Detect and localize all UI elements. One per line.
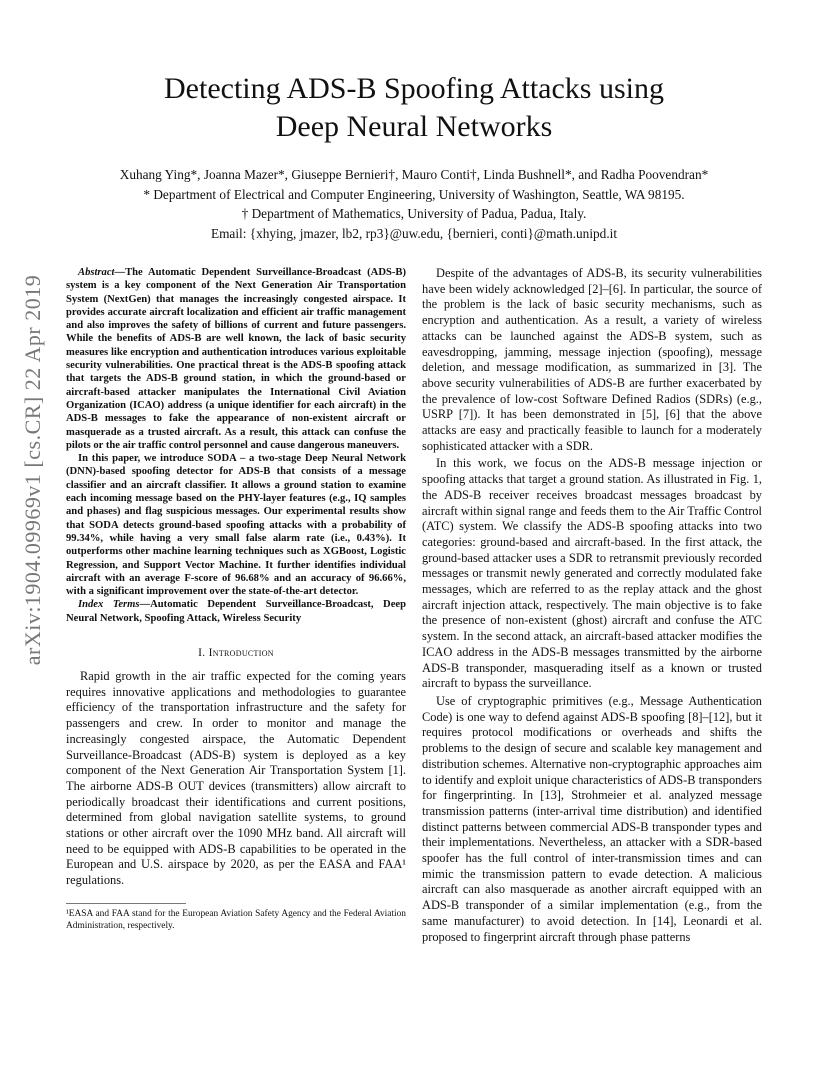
section-number: I. (198, 647, 209, 660)
affiliation-uw: * Department of Electrical and Computer Engineering, University of Washington, Seattle, WA 98195. (143, 186, 685, 202)
intro-paragraph-1: Rapid growth in the air traffic expected for the coming years requires innovative applications and methodologies to guarantee efficiency of the transportation infrastructure and the safety for passengers and crew. In order to monitor and manage the increasingly congested airspace, the Automatic Dependent Surveillance-Broadcast (ADS-B) system is deployed as a key component of the Next Generation Air Transportation System [1]. The airborne ADS-B OUT devices (transmitters) allow aircraft to periodically broadcast their identifications and current positions, determined from global navigation satellite systems, to ground stations or other aircraft over the 1090 MHz band. All aircraft will need to be equipped with ADS-B capabilities to be operated in the European and U.S. airspace by 2020, as per the EASA and FAA¹ regulations. (66, 669, 406, 888)
title-line-2: Deep Neural Networks (275, 110, 553, 143)
section-title: Introduction (208, 647, 274, 660)
index-terms: —Automatic Dependent Surveillance-Broadcast, Deep Neural Network, Spoofing Attack, Wireless Security (66, 599, 406, 624)
footnote-divider (66, 903, 186, 904)
right-column (422, 266, 762, 947)
author-list: Xuhang Ying*, Joanna Mazer*, Giuseppe Bernieri†, Mauro Conti†, Linda Bushnell*, and Radha Poovendran* (119, 167, 709, 182)
title-line-1: Detecting ADS-B Spoofing Attacks using (164, 72, 664, 105)
paper-title (0, 70, 828, 146)
abstract-paragraph-1: —The Automatic Dependent Surveillance-Broadcast (ADS-B) system is a key component of the Next Generation Air Transportation System (NextGen) that manages the increasingly congested airspace. It provides accurate aircraft localization and efficient air traffic management and also improves the safety of billions of current and future passengers. While the benefits of ADS-B are well known, the lack of basic security measures like encryption and authentication introduces various exploitable security vulnerabilities. One practical threat is the ADS-B spoofing attack that targets the ADS-B ground station, in which the ground-based or aircraft-based attacker manipulates the International Civil Aviation Organization (ICAO) address (a unique identifier for each aircraft) in the ADS-B messages to fake the appearance of non-existent aircraft or masquerade as a trusted aircraft. As a result, this attack can confuse the pilots or the air traffic control personnel and cause dangerous maneuvers. (66, 267, 406, 451)
paragraph-this-work: In this work, we focus on the ADS-B message injection or spoofing attacks that target a ground station. As illustrated in Fig. 1, the ADS-B receiver receives broadcast messages broadcast by aircraft within signal range and feeds them to the Air Traffic Control (ATC) system. We classify the ADS-B spoofing attacks into two categories: ground-based and aircraft-based. In the first attack, the ground-based attacker uses a SDR to retransmit previously recorded messages or transmit newly generated and correctly modulated fake messages, which are referred to as the replay attack and the ghost aircraft injection attack, respectively. The main objective is to fake the presence of non-existent (ghost) aircraft and confuse the ATC system. In the second attack, an aircraft-based attacker modifies the ICAO address in the ADS-B messages transmitted by the airborne ADS-B transponder, masquerading itself as a known or trusted aircraft to bypass the surveillance. (422, 456, 762, 691)
author-emails: Email: {xhying, jmazer, lb2, rp3}@uw.edu, {bernieri, conti}@math.unipd.it (210, 225, 618, 241)
arxiv-identifier: arXiv:1904.09969v1 [cs.CR] 22 Apr 2019 (20, 274, 45, 666)
right-column-body (422, 266, 762, 945)
footnote-1: ¹EASA and FAA stand for the European Aviation Safety Agency and the Federal Aviation Administration, respectively. (66, 908, 406, 931)
affiliation-padua: † Department of Mathematics, University of Padua, Padua, Italy. (241, 206, 587, 222)
paragraph-cryptographic-primitives: Use of cryptographic primitives (e.g., Message Authentication Code) is one way to defend against ADS-B spoofing [8]–[12], but it requires protocol modifications or overheads and shifts the problems to the design of secure and scalable key management and distribution schemes. Alternative non-cryptographic approaches aim to identify and exploit unique characteristics of ADS-B transponders for fingerprinting. In [13], Strohmeier et al. analyzed message transmission patterns (inter-arrival time distribution) and identified distinct patterns between commercial ADS-B transponder types and their implementations. Nevertheless, an attacker with a SDR-based spoofer has the full control of inter-transmission times and can mimic the transmission pattern to evade detection. A malicious aircraft can also masquerade as another aircraft equipped with an ADS-B transponder of a similar implementation (e.g., from the same manufacturer) to avoid detection. In [14], Leonardi et al. proposed to fingerprint aircraft through phase patterns (422, 693, 762, 944)
left-column (66, 266, 406, 932)
section-heading-introduction (66, 647, 406, 659)
abstract-label: Abstract (78, 267, 115, 278)
abstract-paragraph-2: In this paper, we introduce SODA – a two-stage Deep Neural Network (DNN)-based spoofing detector for ADS-B that consists of a message classifier and an aircraft classifier. It allows a ground station to examine each incoming message based on the PHY-layer features (e.g., IQ samples and phases) and flag suspicious messages. Our experimental results show that SODA detects ground-based spoofing attacks with a probability of 99.34%, while having a very small false alarm rate (i.e., 0.43%). It outperforms other machine learning techniques such as XGBoost, Logistic Regression, and Support Vector Machine. It further identifies individual aircraft with an average F-score of 96.68% and an accuracy of 96.66%, with a significant improvement over the state-of-the-art detector. (66, 453, 406, 598)
abstract (66, 266, 406, 625)
introduction-body (66, 669, 406, 889)
index-terms-label: Index Terms (78, 599, 140, 611)
author-block (0, 165, 828, 243)
paragraph-security-vulnerabilities: Despite of the advantages of ADS-B, its security vulnerabilities have been widely acknowledged [2]–[6]. In particular, the source of the problem is the lack of basic security mechanisms, such as encryption and authentication. As a result, a variety of wireless attacks can be launched against the ADS-B system, such as eavesdropping, jamming, message injection (spoofing), message deletion, and message modification, as summarized in [3]. The above security vulnerabilities of ADS-B are further exacerbated by the prevalence of low-cost Software Defined Radios (SDRs) (e.g., USRP [7]). It has been demonstrated in [5], [6] that the above attacks are easy and practically feasible to launch for a moderately sophisticated attacker with a SDR. (422, 266, 762, 453)
